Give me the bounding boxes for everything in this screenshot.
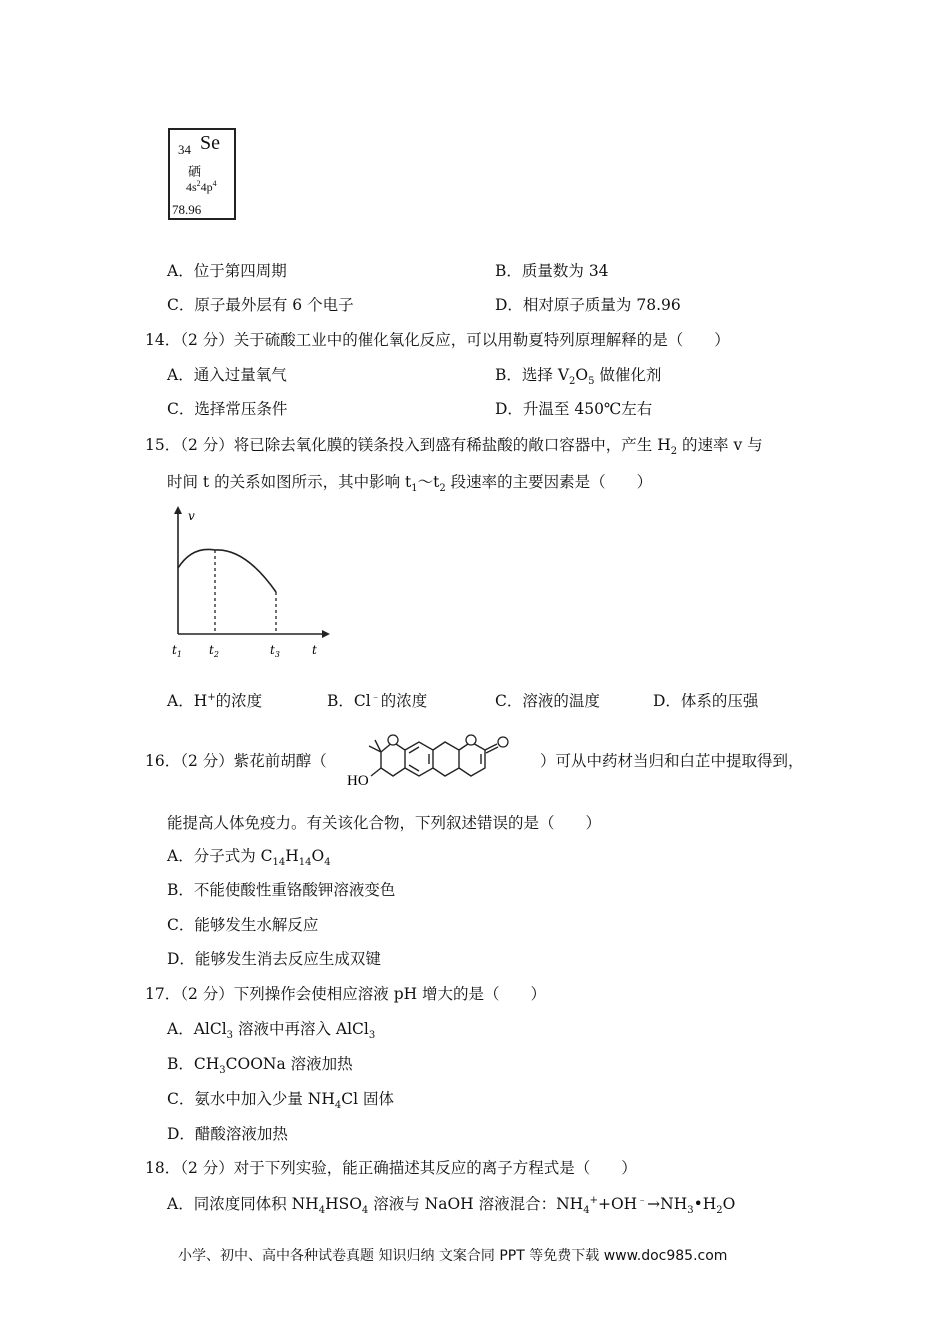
- rate-curve: [178, 549, 276, 592]
- x-axis-label: t: [312, 643, 317, 657]
- q16-stem-line1-post: ）可从中药材当归和白芷中提取得到，: [540, 752, 804, 770]
- q13-option-a: A．位于第四周期: [167, 262, 287, 280]
- q15-option-a: A．H+的浓度: [167, 691, 263, 710]
- q14-option-d: D．升温至 450℃左右: [495, 400, 653, 418]
- x-tick-label-3: $t_3$: [270, 643, 280, 659]
- element-card-se: [168, 128, 236, 220]
- q15-option-d: D．体系的压强: [653, 692, 759, 710]
- x-axis-arrow: [322, 630, 330, 638]
- x-tick-label-2: $t_2$: [209, 643, 219, 659]
- footer-banner: [178, 1245, 727, 1265]
- q16-option-a: A．分子式为 $C_{14}H_{14}O_4$: [167, 847, 331, 869]
- q17-option-b: B．$CH_3COONa$ 溶液加热: [167, 1055, 353, 1077]
- q15-stem-line2: 时间 t 的关系如图所示，其中影响 $t_1\sim t_2$ 段速率的主要因素是（ ）: [167, 473, 653, 495]
- q18-option-a: A．同浓度同体积 $NH_4HSO_4$ 溶液与 NaOH 溶液混合：$NH_4^++OH^﹣\to NH_3•H_2O$: [167, 1194, 736, 1217]
- q16-option-d: D．能够发生消去反应生成双键: [167, 950, 381, 968]
- electron-config: $4s^24p^4$: [186, 179, 217, 194]
- atomic-mass: 78.96: [172, 202, 202, 217]
- q16-option-c: C．能够发生水解反应: [167, 916, 319, 934]
- q14-option-c: C．选择常压条件: [167, 400, 288, 418]
- atomic-number: 34: [178, 142, 191, 157]
- q15-option-b: B．Cl﹣的浓度: [327, 691, 428, 710]
- q15-option-c: C．溶液的温度: [495, 692, 600, 710]
- element-name: 硒: [188, 164, 202, 179]
- q18-stem: 18．（2 分）对于下列实验，能正确描述其反应的离子方程式是（ ）: [145, 1159, 637, 1177]
- q14-option-a: A．通入过量氧气: [167, 366, 287, 384]
- q16-stem-line2: 能提高人体免疫力。有关该化合物，下列叙述错误的是（ ）: [167, 814, 602, 832]
- footer-text: 小学、初中、高中各种试卷真题 知识归纳 文案合同 PPT 等免费下载: [178, 1248, 600, 1264]
- q17-option-c: C．氨水中加入少量 $NH_4Cl$ 固体: [167, 1090, 394, 1112]
- q17-option-d: D．醋酸溶液加热: [167, 1125, 288, 1143]
- q16-option-b: B．不能使酸性重铬酸钾溶液变色: [167, 881, 396, 899]
- q17-stem: 17．（2 分）下列操作会使相应溶液 pH 增大的是（ ）: [145, 985, 547, 1003]
- y-axis-arrow: [174, 506, 182, 514]
- structure-ho-label: HO: [347, 773, 369, 789]
- q14-option-b: B．选择 $V_2O_5$ 做催化剂: [495, 366, 662, 388]
- y-axis-label: v: [188, 509, 195, 523]
- q16-stem-line1-pre: 16．（2 分）紫花前胡醇（: [145, 752, 327, 770]
- chemical-structure: [345, 724, 545, 796]
- q13-option-d: D．相对原子质量为 78.96: [495, 296, 681, 314]
- q17-option-a: A．AlCl$_3$ 溶液中再溶入 AlCl$_3$: [167, 1020, 376, 1042]
- q13-option-b: B．质量数为 34: [495, 262, 609, 280]
- element-symbol: Se: [200, 132, 220, 154]
- q13-option-c: C．原子最外层有 6 个电子: [167, 296, 354, 314]
- x-tick-label-1: $t_1$: [172, 643, 182, 659]
- q14-stem: 14．（2 分）关于硫酸工业中的催化氧化反应，可以用勒夏特列原理解释的是（ ）: [145, 331, 730, 349]
- q15-stem-line1: 15．（2 分）将已除去氧化膜的镁条投入到盛有稀盐酸的敞口容器中，产生 $H_2$ 的速率 v 与: [145, 436, 763, 458]
- rate-time-chart: [160, 500, 340, 665]
- footer-url[interactable]: www.doc985.com: [603, 1248, 728, 1264]
